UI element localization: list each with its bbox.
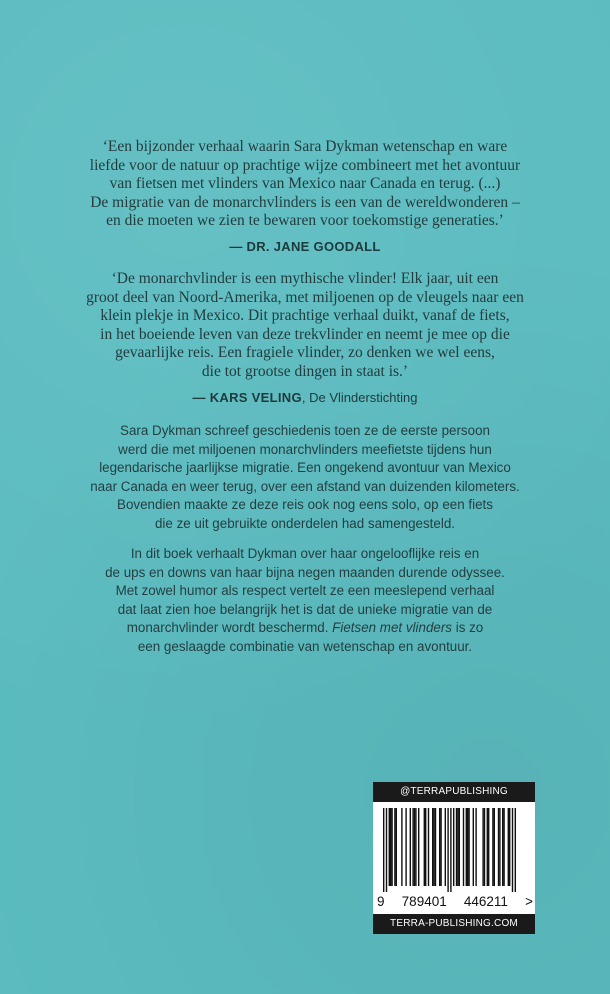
quote-line: De migratie van de monarchvlinders is een van de wereldwonderen – [90,193,520,211]
barcode-bar [515,808,516,892]
barcode-bar [435,808,436,886]
barcode-bar [488,808,489,886]
barcode-bar [447,808,448,892]
blurb-line: de ups en downs van haar bijna negen maanden durende odyssee. [105,564,505,580]
barcode-bar [457,808,458,886]
isbn-arrow: > [525,894,533,909]
quote-line: liefde voor de natuur op prachtige wijze combineert met het avontuur [89,156,521,174]
quote-line: die tot grootse dingen in staat is.’ [201,362,409,380]
barcode-bar [473,808,474,886]
barcode-bar [439,808,440,886]
quote-goodall [40,138,570,257]
publisher-handle: @TERRAPUBLISHING [373,782,535,802]
barcode-bar [432,808,433,886]
quote-attribution [40,389,570,408]
blurb-line [30,619,580,638]
quote-veling [40,270,570,407]
quote-line: klein plekje in Mexico. Dit prachtige verhaal duikt, vanaf de fiets, [100,307,510,325]
barcode-bar [391,808,392,886]
barcode-panel [373,782,535,934]
isbn-group-2: 446211 [463,894,508,909]
barcode-bar [494,808,495,886]
barcode-bar [498,808,499,886]
attribution-name: — KARS VELING [192,389,302,405]
barcode-bar [440,808,441,886]
barcode-bar [390,808,391,886]
blurb-line: een geslaagde combinatie van wetenschap en avontuur. [137,638,473,654]
blurb-line: Bovendien maakte ze deze reis ook nog eens solo, op een fiets [117,497,493,513]
barcode-bar [463,808,464,886]
barcode-bar [475,808,476,886]
barcode-bar [418,808,419,886]
quote-line: groot deel van Noord-Amerika, met miljoenen op de vleugels naar een [86,288,524,306]
barcode-bar [453,808,454,886]
attribution-name: — DR. JANE GOODALL [229,238,381,254]
blurb-line: naar Canada en weer terug, over een afstand van duizenden kilometers. [90,478,520,494]
blurb-line: die ze uit gebruikte onderdelen had samengesteld. [154,515,455,531]
barcode-bar [428,808,429,886]
blurb-line: Met zowel humor als respect vertelt ze een meeslepend verhaal [115,583,495,599]
barcode-bar [424,808,425,886]
barcode-bar [468,808,469,886]
barcode-bar [456,808,457,886]
barcode-bar [509,808,510,886]
barcode-bar [414,808,415,886]
isbn-group-1: 789401 [401,894,447,909]
barcode-bar [450,808,451,892]
barcode-bar [412,808,413,886]
quote-attribution [40,238,570,257]
barcode-bar [487,808,488,886]
blurb-text: is zo [452,620,484,636]
blurb-line: Sara Dykman schreef geschiedenis toen ze de eerste persoon [120,423,490,438]
blurb-line: legendarische jaarlijkse migratie. Een ongekend avontuur van Mexico [99,460,511,476]
barcode-bar [492,808,493,886]
quote-line: in het boeiende leven van deze trekvlinder en neemt je mee op die [100,325,510,343]
barcode-bar [466,808,467,886]
barcode-bar [425,808,426,886]
barcode-bar [445,808,446,886]
barcode-bar [383,808,384,892]
blurb-line: werd die met miljoenen monarchvlinders meefietste tijdens hun [118,441,492,457]
quote-line: ‘Een bijzonder verhaal waarin Sara Dykman wetenschap en ware [102,138,508,155]
barcode-bar [484,808,485,886]
isbn-prefix: 9 [377,894,385,909]
barcode-bar [405,808,406,886]
barcode-bar [467,808,468,886]
barcode-bar [415,808,416,886]
book-title: Fietsen met vlinders [332,620,452,636]
publisher-website: TERRA-PUBLISHING.COM [373,914,535,934]
quote-line: gevaarlijke reis. Een fragiele vlinder, zo denken we wel eens, [115,344,495,362]
barcode-bar [389,808,390,886]
barcode-bar [386,808,387,892]
barcode-bar [508,808,509,886]
attribution-org: , De Vlinderstichting [301,389,418,405]
isbn-number [377,894,533,909]
blurb-line: dat laat zien hoe belangrijk het is dat de unieke migratie van de [117,601,493,617]
blurb-text: monarchvlinder wordt beschermd. [126,620,329,636]
barcode-bar [394,808,395,886]
barcode-bar [396,808,397,886]
barcode-bar [459,808,460,886]
barcode-bar [433,808,434,886]
barcode-bar [503,808,504,886]
isbn-barcode [379,808,529,892]
quote-line: ‘De monarchvlinder is een mythische vlinder! Elk jaar, uit een [111,270,499,287]
barcode-bar [410,808,411,886]
quote-line: van fietsen met vlinders van Mexico naar Canada en terug. (...) [109,175,501,193]
barcode-bar [482,808,483,886]
blurb-paragraph-2 [30,545,580,657]
barcode-bar [499,808,500,886]
blurb-line: In dit boek verhaalt Dykman over haar ongelooflijke reis en [130,546,480,561]
barcode-bar [502,808,503,886]
barcode-bar [512,808,513,892]
quote-line: en die moeten we zien te bewaren voor toekomstige generaties.’ [106,212,504,230]
barcode-bar [401,808,402,886]
blurb-paragraph-1 [30,422,580,534]
